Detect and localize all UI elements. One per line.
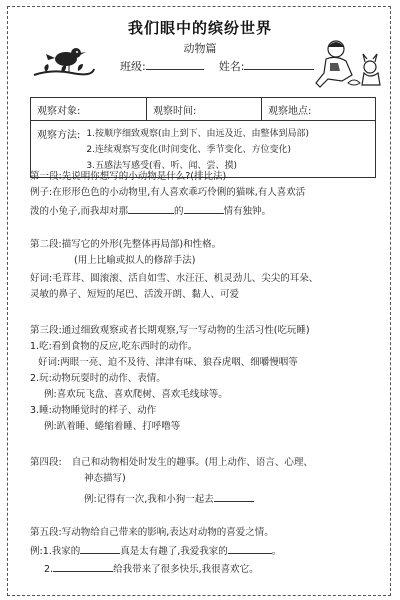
p1-blank-2[interactable]: [184, 203, 224, 214]
observe-method-item: 1.按顺序细致观察(由上到下、由远及近、由整体到局部): [86, 129, 309, 139]
p1-example-text-a: 泼的小兔子,而我却对那: [30, 206, 129, 217]
observe-place-label: 观察地点:: [268, 106, 312, 117]
p3-eat-title: 1.吃:看到食物的反应,吃东西时的动作。: [30, 341, 198, 352]
p2-words-line-1: 好词:毛茸茸、圆滚滚、活自如雪、水汪汪、机灵劲儿、尖尖的耳朵、: [30, 273, 319, 284]
p4-heading-label: 第四段:: [30, 457, 62, 468]
p5-blank-1[interactable]: [80, 543, 120, 554]
p5-blank-2[interactable]: [228, 543, 272, 554]
p3-play-title: 2.玩:动物玩耍时的动作、表情。: [30, 373, 166, 384]
name-label: 姓名:: [218, 60, 245, 73]
p3-heading: 第三段:通过细致观察或者长期观察,写一写动物的生活习性(吃玩睡): [30, 325, 310, 336]
p3-play-example: 例:喜欢玩飞盘、喜欢爬树、喜欢毛线球等。: [44, 389, 228, 400]
observation-table: [30, 97, 376, 178]
observation-table-row-top: [31, 98, 375, 121]
p2-note: (用上比喻或拟人的修辞手法): [74, 255, 196, 266]
p4-heading-text-2: 神态描写): [84, 473, 126, 484]
observe-time-label: 观察时间:: [153, 106, 197, 117]
observe-object-label: 观察对象:: [37, 106, 81, 117]
page-title: 我们眼中的缤纷世界: [127, 19, 272, 37]
p5-heading: 第五段:写动物给自己带来的影响,表达对动物的喜爱之情。: [30, 527, 274, 538]
p5-example-2-text-a: 2.: [44, 564, 54, 575]
page-subtitle: 动物篇: [183, 42, 217, 55]
kids-with-animal-illustration: [310, 37, 388, 95]
p3-sleep-example: 例:趴着睡、蜷缩着睡、打呼噜等: [44, 421, 181, 432]
class-name-line: [120, 58, 314, 74]
observation-method-row: [31, 121, 375, 177]
p4-example-text: 例:记得有一次,我和小狗一起去: [84, 494, 214, 505]
class-blank[interactable]: [146, 58, 204, 70]
observe-method-list: [86, 121, 309, 177]
p3-eat-words: 好词:两眼一亮、迫不及待、津津有味、狼吞虎咽、细嚼慢咽等: [38, 357, 298, 368]
p5-blank-3[interactable]: [53, 561, 113, 572]
p3-sleep-title: 3.睡:动物睡觉时的样子、动作: [30, 405, 157, 416]
p5-example-1-text-b: 真是太有趣了,我爱我家的: [120, 546, 228, 557]
p5-example-line-2: [44, 561, 259, 576]
p1-example-text-c: 情有独钟。: [223, 206, 272, 217]
p5-example-1-text-a: 例:1.我家的: [30, 546, 81, 557]
p1-example-line-1: 例子:在形形色色的小动物里,有人喜欢乖巧伶俐的猫咪,有人喜欢活: [30, 187, 306, 198]
observe-method-label: 观察方法:: [37, 130, 81, 141]
observe-method-item: 3.五感法写感受(看、听、闻、尝、摸): [86, 161, 237, 171]
p4-example-line: [84, 491, 254, 506]
p2-heading: 第二段:描写它的外形(先整体再局部)和性格。: [30, 239, 222, 250]
p4-blank[interactable]: [214, 491, 254, 502]
p4-heading-text: 自己和动物相处时发生的趣事。(用上动作、语言、心理、: [71, 457, 313, 468]
p5-example-line-1: [30, 543, 281, 558]
observe-object-cell[interactable]: [31, 98, 147, 120]
worksheet-header: [8, 7, 392, 97]
p5-example-2-text-b: 给我带来了很多快乐,我很喜欢它。: [113, 564, 259, 575]
worksheet: [7, 6, 391, 596]
p5-example-1-text-c: 。: [271, 546, 282, 557]
name-blank[interactable]: [244, 58, 314, 70]
observe-method-item: 2.连续观察写变化(时间变化、季节变化、方位变化): [86, 145, 291, 155]
class-label: 班级:: [120, 60, 146, 73]
p1-blank-1[interactable]: [128, 203, 174, 214]
p1-example-line-2: [30, 203, 271, 218]
observe-time-cell[interactable]: [147, 98, 262, 120]
p1-heading: 第一段:先说明你想写的小动物是什么?(排比法): [30, 171, 227, 182]
p1-example-text-b: 的: [174, 206, 184, 217]
p4-heading-line: [30, 457, 313, 469]
p2-words-line-2: 灵敏的鼻子、短短的尾巴、活泼开朗、黏人、可爱: [30, 289, 240, 300]
observe-place-cell[interactable]: [262, 98, 375, 120]
